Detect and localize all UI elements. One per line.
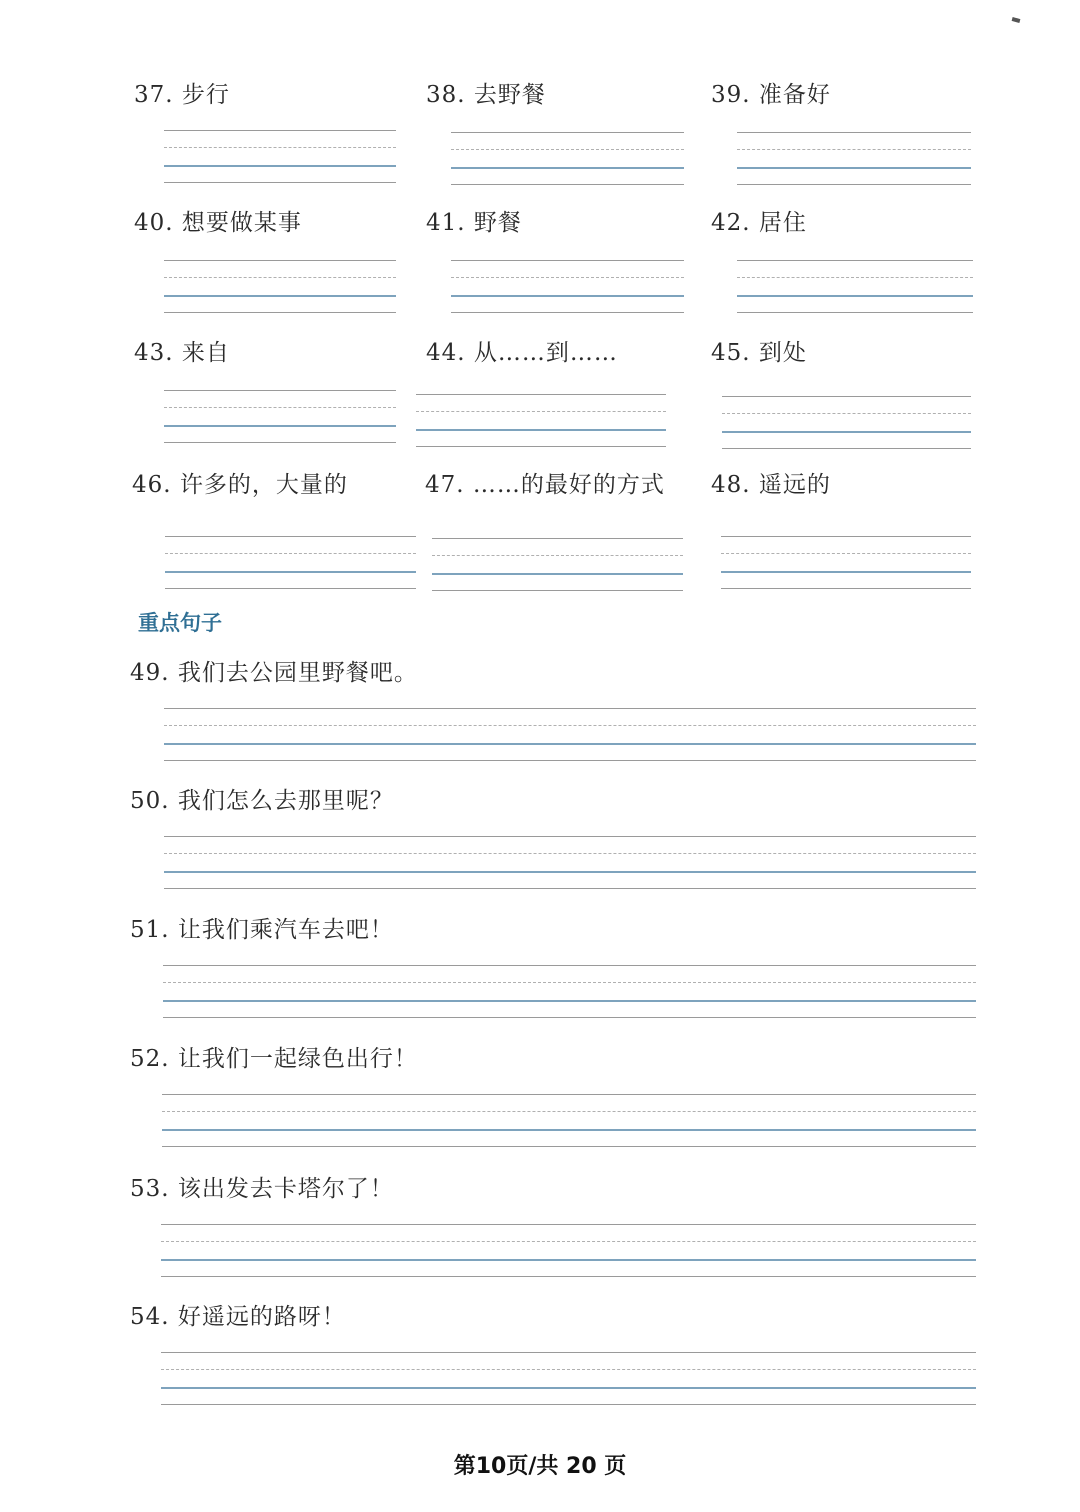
vocab-label: 44. 从……到…… bbox=[426, 340, 618, 366]
sentence-item-50 bbox=[130, 786, 976, 816]
vocab-item-41 bbox=[426, 208, 684, 238]
vocab-label: 37. 步行 bbox=[134, 82, 230, 108]
vocab-item-47 bbox=[425, 470, 683, 500]
page-number: 第10页/共 20 页 bbox=[453, 1454, 627, 1479]
vocab-item-39 bbox=[711, 80, 971, 110]
vocab-label: 42. 居住 bbox=[711, 210, 807, 236]
vocab-item-38 bbox=[426, 80, 684, 110]
vocab-item-42 bbox=[711, 208, 973, 238]
vocab-item-37 bbox=[134, 80, 396, 110]
sentence-label: 49. 我们去公园里野餐吧。 bbox=[130, 660, 418, 686]
corner-mark bbox=[1012, 17, 1021, 23]
vocab-item-48 bbox=[711, 470, 971, 500]
vocab-label: 40. 想要做某事 bbox=[134, 210, 302, 236]
sentence-label: 54. 好遥远的路呀！ bbox=[130, 1304, 346, 1330]
vocab-label: 38. 去野餐 bbox=[426, 82, 546, 108]
vocab-label: 47. ……的最好的方式 bbox=[425, 472, 665, 498]
vocab-label: 45. 到处 bbox=[711, 340, 807, 366]
sentence-item-53 bbox=[130, 1174, 976, 1204]
vocab-label: 46. 许多的，大量的 bbox=[132, 472, 348, 498]
vocab-item-43 bbox=[134, 338, 396, 368]
vocab-label: 41. 野餐 bbox=[426, 210, 522, 236]
vocab-label: 39. 准备好 bbox=[711, 82, 831, 108]
sentence-item-51 bbox=[130, 915, 976, 945]
sentence-item-49 bbox=[130, 658, 976, 688]
vocab-item-44 bbox=[426, 338, 666, 368]
sentence-item-54 bbox=[130, 1302, 976, 1332]
sentence-label: 53. 该出发去卡塔尔了！ bbox=[130, 1176, 394, 1202]
sentence-item-52 bbox=[130, 1044, 976, 1074]
sentence-label: 52. 让我们一起绿色出行！ bbox=[130, 1046, 418, 1072]
sentence-label: 51. 让我们乘汽车去吧！ bbox=[130, 917, 394, 943]
vocab-item-46 bbox=[132, 470, 416, 500]
section-title: 重点句子 bbox=[138, 611, 222, 635]
sentence-label: 50. 我们怎么去那里呢？ bbox=[130, 788, 394, 814]
vocab-item-45 bbox=[711, 338, 971, 368]
vocab-label: 48. 遥远的 bbox=[711, 472, 831, 498]
vocab-label: 43. 来自 bbox=[134, 340, 230, 366]
vocab-item-40 bbox=[134, 208, 396, 238]
